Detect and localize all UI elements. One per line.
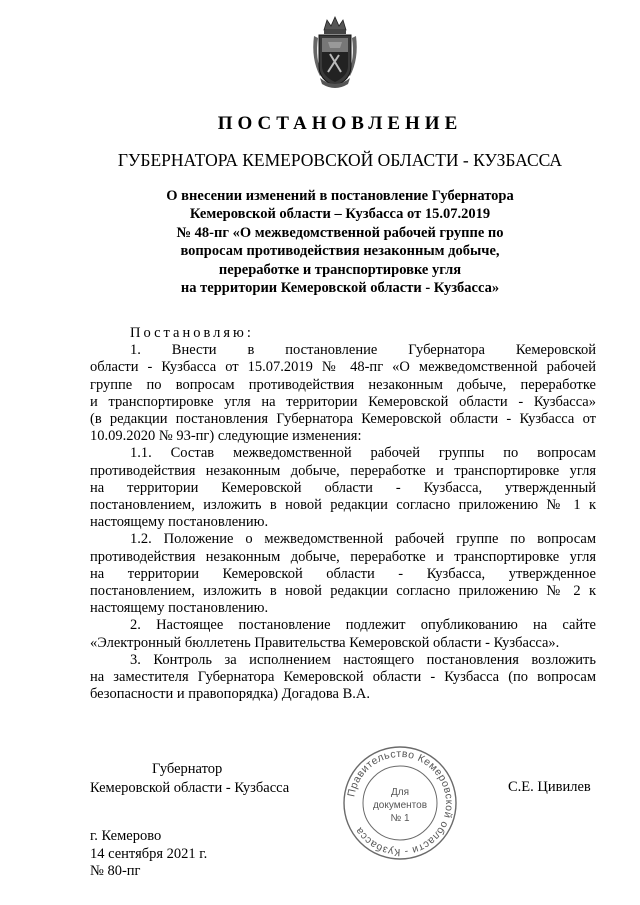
- document-subtitle: ГУБЕРНАТОРА КЕМЕРОВСКОЙ ОБЛАСТИ - КУЗБАССА: [117, 150, 563, 170]
- signatory-position: [90, 760, 289, 798]
- body-line: 10.09.2020 № 93-пг) следующие изменения:: [90, 428, 362, 445]
- signatory-name: С.Е. Цивилев: [508, 779, 591, 795]
- body-line: на заместителя Губернатора Кемеровской области - Кузбасса (по вопросам: [90, 669, 596, 686]
- issue-city: г. Кемерово: [90, 828, 162, 844]
- about-line: на территории Кемеровской области - Кузбасса»: [180, 280, 500, 297]
- stamp-center-line2: документов: [372, 800, 428, 811]
- body-line: 1. Внести в постановление Губернатора Кемеровской: [130, 342, 596, 359]
- body-line: противодействия незаконным добыче, переработке и транспортировке угля: [90, 548, 596, 565]
- stamp-center-line1: Для: [390, 787, 410, 798]
- resolve-intro: Постановляю:: [130, 325, 254, 341]
- about-line: О внесении изменений в постановление Губернатора: [166, 188, 514, 204]
- issue-date: 14 сентября 2021 г.: [90, 845, 208, 862]
- body-line: настоящему постановлению.: [90, 600, 269, 617]
- body-line: 1.1. Состав межведомственной рабочей группы по вопросам: [130, 445, 596, 462]
- body-line: противодействия незаконным добыче, переработке и транспортировке угля: [90, 462, 596, 479]
- body-line: и транспортировке угля на территории Кемеровской области - Кузбасса»: [90, 393, 596, 410]
- body-line: 2. Настоящее постановление подлежит опубликованию на сайте: [130, 617, 596, 634]
- body-line: на территории Кемеровской области - Кузбасса, утвержденный: [90, 479, 596, 496]
- body-line: группе по вопросам противодействия незаконным добыче, переработке: [90, 376, 596, 393]
- stamp-center-line3: № 1: [390, 813, 410, 824]
- body-line: (в редакции постановления Губернатора Кемеровской области - Кузбасса от: [90, 411, 596, 428]
- signatory-position-line1: Губернатор: [152, 761, 223, 777]
- body-line: постановлением, изложить в новой редакции согласно приложению № 1 к: [90, 497, 596, 514]
- body-line: безопасности и правопорядка) Догадова В.А.: [90, 686, 370, 703]
- body-line: настоящему постановлению.: [90, 514, 269, 531]
- coat-of-arms-emblem: [310, 14, 360, 90]
- document-about: [140, 187, 540, 297]
- about-line: Кемеровской области – Кузбасса от 15.07.2019: [189, 206, 491, 223]
- body-line: постановлением, изложить в новой редакции согласно приложению № 2 к: [90, 583, 596, 600]
- stamp-ring-text: Правительство Кемеровской области - Кузбасса: [345, 747, 456, 859]
- body-line: «Электронный бюллетень Правительства Кемеровской области - Кузбасса».: [90, 634, 560, 651]
- about-line: № 48-пг «О межведомственной рабочей группе по: [176, 224, 504, 241]
- document-number: № 80-пг: [90, 863, 141, 879]
- body-line: на территории Кемеровской области - Кузбасса, утвержденное: [90, 565, 596, 582]
- official-stamp: [340, 743, 460, 863]
- document-footer: [90, 828, 207, 881]
- about-line: вопросам противодействия незаконным добыче,: [180, 243, 500, 260]
- body-line: 1.2. Положение о межведомственной рабочей группе по вопросам: [130, 531, 596, 548]
- about-line: переработке и транспортировке угля: [218, 261, 462, 278]
- document-body: [90, 325, 596, 703]
- signatory-position-line2: Кемеровской области - Кузбасса: [90, 780, 290, 796]
- document-title: ПОСТАНОВЛЕНИЕ: [217, 113, 463, 134]
- body-line: области - Кузбасса от 15.07.2019 № 48-пг «О межведомственной рабочей: [90, 359, 596, 376]
- body-line: 3. Контроль за исполнением настоящего постановления возложить: [130, 651, 596, 668]
